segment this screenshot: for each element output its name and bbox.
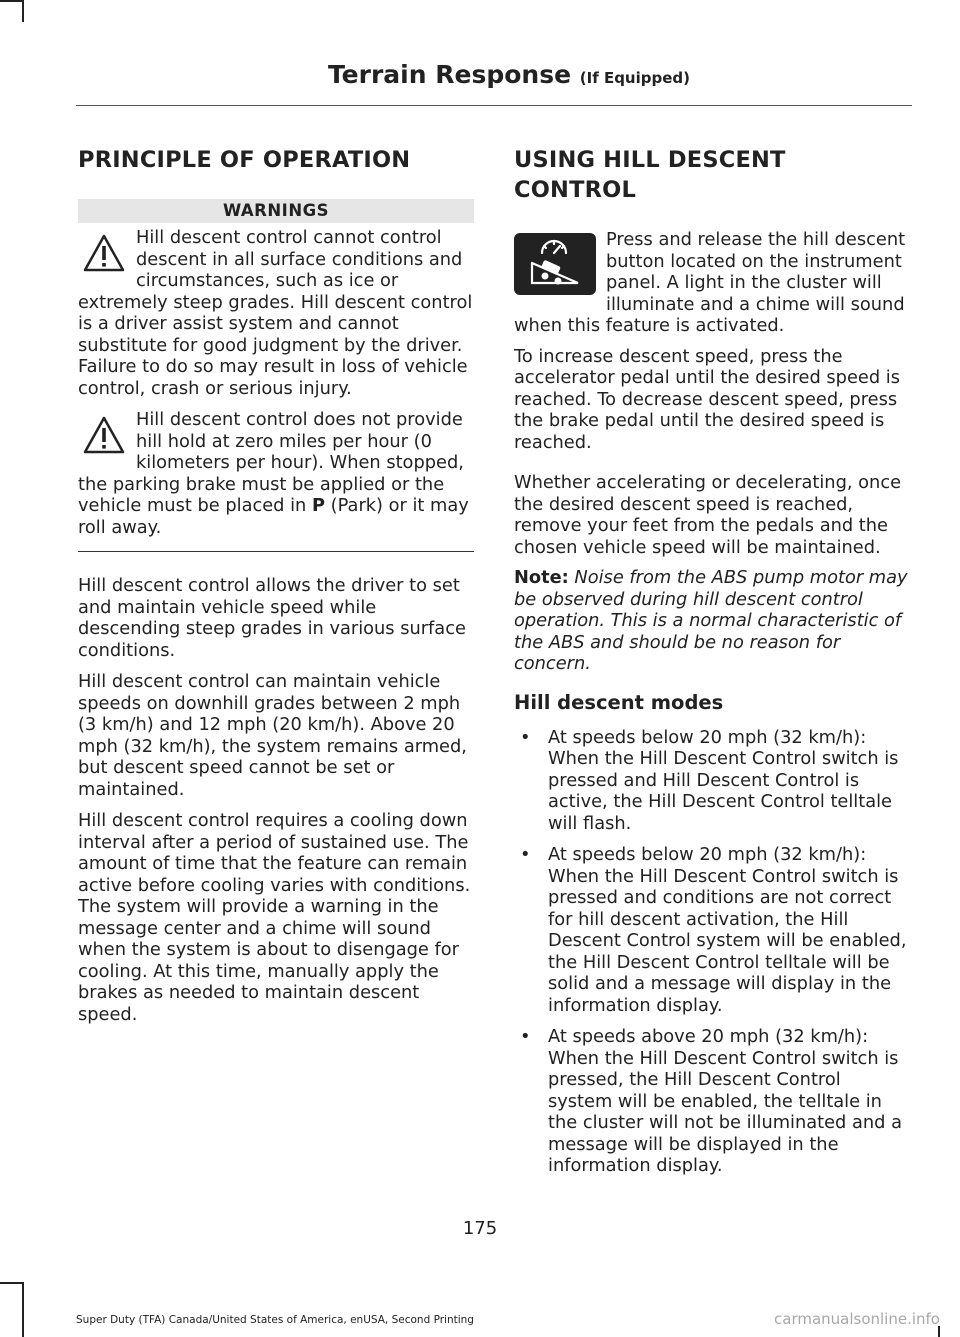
warnings-end-rule [78, 551, 474, 552]
subheading-hill-descent-modes: Hill descent modes [514, 690, 724, 714]
bullet-glyph: • [520, 726, 531, 748]
paragraph-hdc-overview: Hill descent control allows the driver to set and maintain vehicle speed while descending steep grades in various surface conditions. [78, 575, 466, 661]
warning-text-2 [78, 409, 474, 538]
modes-list [514, 727, 910, 1177]
section-heading-principle: PRINCIPLE OF OPERATION [78, 147, 411, 173]
list-item [514, 844, 910, 1016]
warnings-banner: WARNINGS [78, 199, 474, 223]
warning-triangle-icon [82, 233, 126, 273]
paragraph-hdc-cooling: Hill descent control requires a cooling down interval after a period of sustained use. The amount of time that the feature can remain active before cooling varies with conditions. The system will provide a warning in the message center and a chime will sound when the system is about to disengage for cooling. At this time, manually apply the brakes as needed to maintain descent speed. [78, 810, 471, 1025]
note-label: Note: [514, 567, 569, 588]
warning-block-1 [78, 227, 474, 399]
hdc-button-block [514, 229, 910, 337]
crop-mark [0, 1282, 22, 1284]
list-item-text: At speeds above 20 mph (32 km/h): When the Hill Descent Control switch is pressed, the Hill Descent Control system will be enabled, the telltale in the cluster will not be illuminated and a message will be displayed in the information display. [548, 1026, 902, 1176]
warning-block-2 [78, 409, 474, 538]
paragraph-press-button: Press and release the hill descent button located on the instrument panel. A light in the cluster will illuminate and a chime will sound when this feature is activated. [514, 229, 906, 336]
header-rule [76, 105, 912, 106]
note-abs-noise [514, 567, 910, 675]
crop-mark [0, 0, 22, 2]
list-item-text: At speeds below 20 mph (32 km/h): When the Hill Descent Control switch is pressed and Hill Descent Control is active, the Hill Descent Control telltale will flash. [548, 726, 899, 834]
list-item-text: At speeds below 20 mph (32 km/h): When the Hill Descent Control switch is pressed and conditions are not correct for hill descent activation, the Hill Descent Control system will be enabled, the Hill Descent Control telltale will be solid and a message will display in the information display. [548, 844, 907, 1016]
right-column [514, 145, 910, 1177]
paragraph-adjust-speed: To increase descent speed, press the accelerator pedal until the desired speed is reached. To decrease descent speed, press the brake pedal until the desired speed is reached. [514, 345, 900, 453]
warning-triangle-icon [82, 415, 126, 455]
bullet-glyph: • [520, 1026, 531, 1047]
crop-mark [22, 0, 24, 22]
crop-mark [22, 1282, 24, 1337]
watermark: carmanualsonline.info [774, 1310, 940, 1328]
page-number: 175 [462, 1218, 498, 1239]
list-item [514, 727, 910, 835]
footer-print-info: Super Duty (TFA) Canada/United States of America, enUSA, Second Printing [76, 1314, 474, 1326]
left-column [78, 145, 474, 1025]
bullet-glyph: • [520, 844, 531, 865]
hill-descent-control-icon [514, 233, 596, 295]
paragraph-maintain-speed: Whether accelerating or decelerating, once the desired descent speed is reached, remove your feet from the pedals and the chosen vehicle speed will be maintained. [514, 472, 902, 558]
header-title-suffix: (If Equipped) [579, 69, 690, 87]
header-title-main: Terrain Response [327, 60, 572, 89]
warning-text-2-part-b: (Park) or it may roll away. [78, 495, 469, 538]
page-header-title [328, 60, 690, 89]
park-gear-letter: P [311, 495, 326, 516]
warning-text-2-part-a: Hill descent control does not provide hill hold at zero miles per hour (0 kilometers per hour). When stopped, the parking brake must be applied or the vehicle must be placed in [78, 409, 464, 516]
section-heading-using-hdc: USING HILL DESCENT CONTROL [514, 147, 786, 203]
note-text: Noise from the ABS pump motor may be observed during hill descent control operation. This is a normal characteristic of the ABS and should be no reason for concern. [514, 567, 908, 674]
warning-text-1: Hill descent control cannot control descent in all surface conditions and circumstances, such as ice or extremely steep grades. Hill descent control is a driver assist system and cannot substitute for good judgment by the driver. Failure to do so may result in loss of vehicle control, crash or serious injury. [78, 227, 473, 399]
list-item [514, 1026, 910, 1177]
paragraph-hdc-speeds: Hill descent control can maintain vehicle speeds on downhill grades between 2 mph (3 km/h) and 12 mph (20 km/h). Above 20 mph (32 km/h), the system remains armed, but descent speed cannot be set or maintained. [78, 671, 467, 800]
